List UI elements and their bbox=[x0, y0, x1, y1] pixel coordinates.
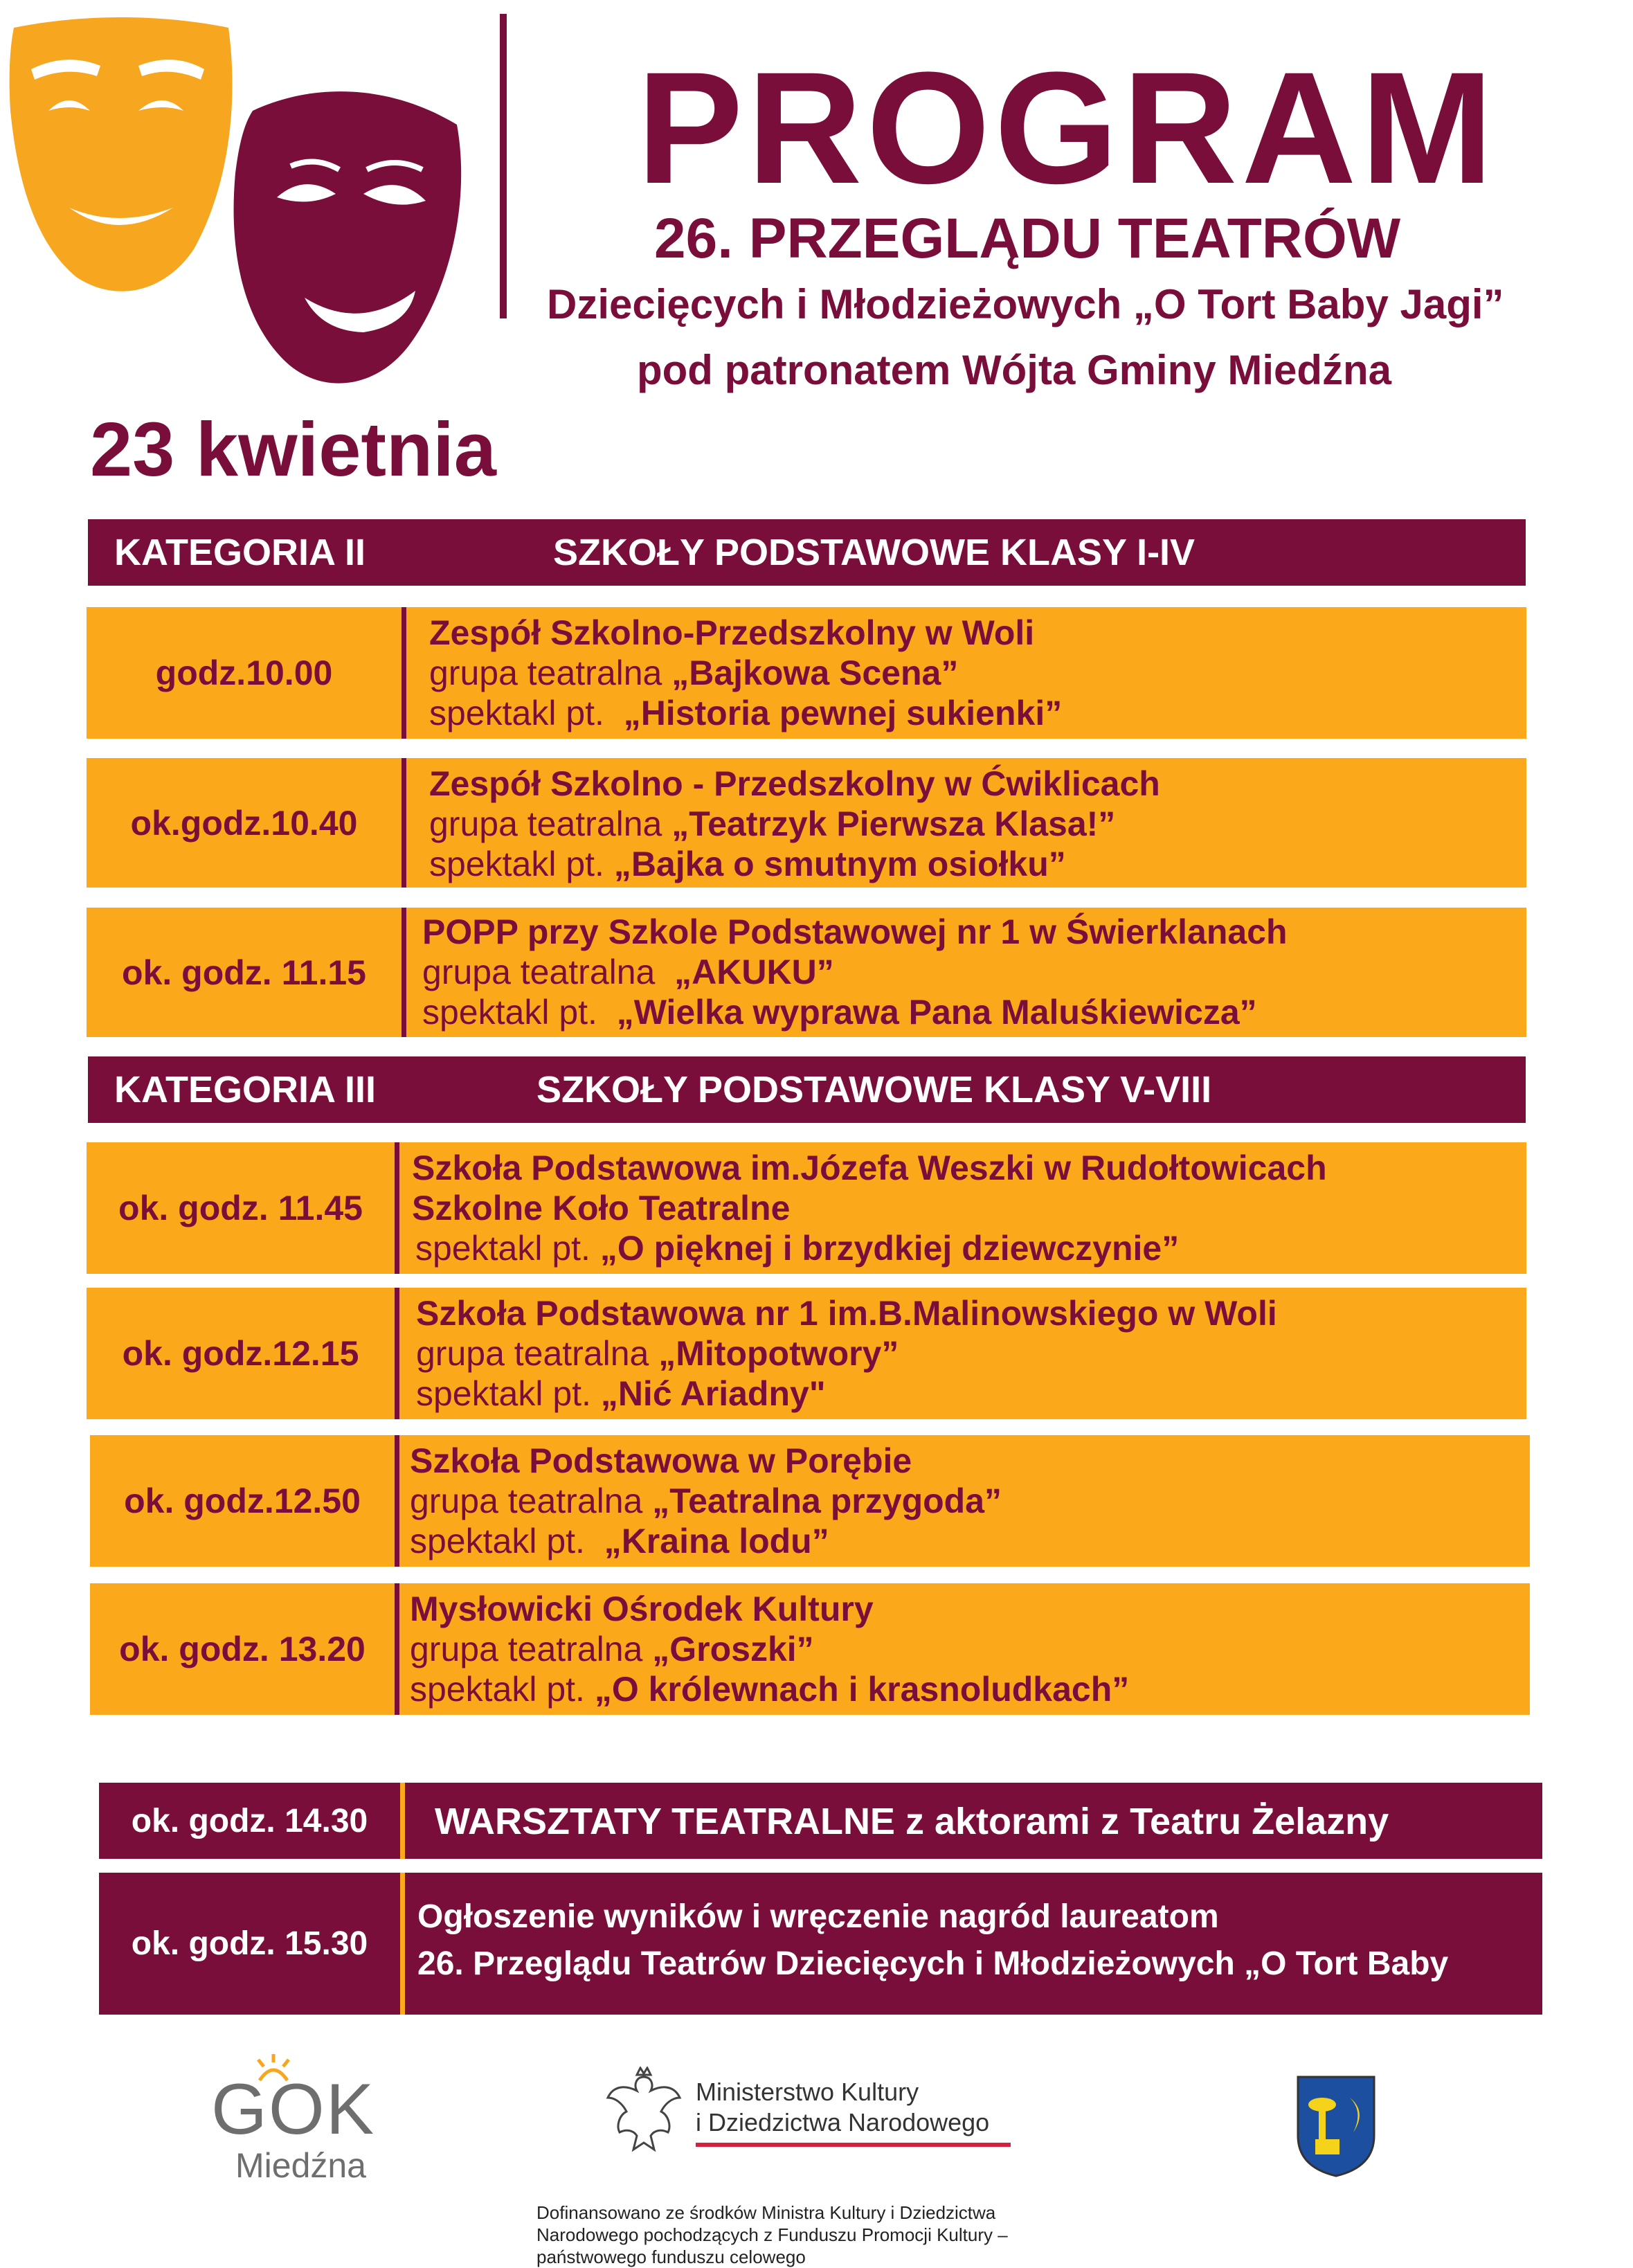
row-time: godz.10.00 bbox=[155, 654, 333, 692]
row-school: POPP przy Szkole Podstawowej nr 1 w Świerklanach bbox=[422, 912, 1288, 951]
program-row bbox=[90, 1435, 1530, 1567]
event-time: ok. godz. 14.30 bbox=[131, 1802, 368, 1839]
event-line: 26. Przeglądu Teatrów Dziecięcych i Młodzieżowych „O Tort Baby bbox=[417, 1945, 1449, 1982]
row-show: „Kraina lodu” bbox=[604, 1522, 829, 1560]
theatre-masks-icon bbox=[0, 0, 498, 408]
festival-subtitle: Dziecięcych i Młodzieżowych „O Tort Baby Jagi” bbox=[547, 281, 1504, 327]
row-group-prefix: grupa teatralna bbox=[429, 654, 662, 692]
row-group-prefix: grupa teatralna bbox=[429, 804, 662, 843]
row-group: „Teatrzyk Pierwsza Klasa!” bbox=[671, 804, 1116, 843]
row-show-prefix: spektakl pt. bbox=[416, 1374, 591, 1413]
ministry-line: Ministerstwo Kultury bbox=[696, 2078, 919, 2106]
program-row bbox=[87, 758, 1526, 888]
funding-line: Dofinansowano ze środków Ministra Kultury i Dziedzictwa bbox=[536, 2202, 996, 2223]
event-separator bbox=[400, 1873, 405, 2015]
program-row bbox=[87, 1142, 1526, 1274]
sun-icon bbox=[253, 2053, 294, 2084]
festival-title: 26. PRZEGLĄDU TEATRÓW bbox=[654, 207, 1401, 270]
row-show-prefix: spektakl pt. bbox=[415, 1229, 590, 1268]
coat-of-arms-icon bbox=[1294, 2073, 1378, 2177]
row-school: Zespół Szkolno - Przedszkolny w Ćwiklicach bbox=[429, 764, 1160, 803]
ministry-line: i Dziedzictwa Narodowego bbox=[696, 2108, 990, 2136]
row-group-prefix: grupa teatralna bbox=[410, 1482, 643, 1520]
row-show: „O pięknej i brzydkiej dziewczynie” bbox=[599, 1229, 1180, 1268]
funding-note bbox=[536, 2202, 1008, 2268]
row-show-prefix: spektakl pt. bbox=[429, 694, 604, 732]
row-school: Szkoła Podstawowa w Porębie bbox=[410, 1441, 912, 1480]
page-title: PROGRAM bbox=[637, 39, 1498, 217]
program-row bbox=[90, 1583, 1530, 1715]
category-desc: SZKOŁY PODSTAWOWE KLASY V-VIII bbox=[536, 1069, 1212, 1110]
funding-line: państwowego funduszu celowego bbox=[536, 2247, 806, 2267]
flag-stripe bbox=[696, 2143, 1011, 2147]
category-header bbox=[88, 1056, 1526, 1123]
event-row bbox=[99, 1783, 1542, 1859]
row-show: „Historia pewnej sukienki” bbox=[623, 694, 1063, 732]
row-group: „Bajkowa Scena” bbox=[671, 654, 959, 692]
event-row bbox=[99, 1873, 1542, 2015]
category-label: KATEGORIA II bbox=[114, 532, 366, 573]
row-school: Szkoła Podstawowa im.Józefa Weszki w Rudołtowicach bbox=[412, 1149, 1327, 1187]
category-desc: SZKOŁY PODSTAWOWE KLASY I-IV bbox=[553, 532, 1196, 573]
row-separator bbox=[395, 1142, 399, 1274]
row-separator bbox=[395, 1288, 399, 1419]
program-row bbox=[87, 607, 1526, 739]
row-school: Mysłowicki Ośrodek Kultury bbox=[410, 1590, 874, 1628]
row-separator bbox=[395, 1435, 399, 1567]
row-group-prefix: grupa teatralna bbox=[416, 1334, 649, 1373]
ministry-logo bbox=[602, 2067, 1018, 2170]
row-time: ok. godz. 11.15 bbox=[122, 953, 366, 992]
row-group-prefix: grupa teatralna bbox=[410, 1630, 643, 1668]
header-divider bbox=[500, 14, 507, 318]
patronage-line: pod patronatem Wójta Gminy Miedźna bbox=[637, 347, 1392, 393]
row-time: ok. godz. 11.45 bbox=[118, 1189, 363, 1227]
eagle-icon bbox=[602, 2067, 685, 2157]
row-group: „Mitopotwory” bbox=[658, 1334, 899, 1373]
category-label: KATEGORIA III bbox=[114, 1069, 376, 1110]
row-show: „Bajka o smutnym osiołku” bbox=[613, 845, 1066, 883]
row-show-prefix: spektakl pt. bbox=[422, 993, 597, 1032]
row-time: ok. godz.12.15 bbox=[122, 1334, 359, 1373]
row-group-prefix: grupa teatralna bbox=[422, 953, 656, 991]
event-title: WARSZTATY TEATRALNE z aktorami z Teatru Żelazny bbox=[435, 1801, 1389, 1842]
row-time: ok. godz. 13.20 bbox=[119, 1630, 366, 1668]
row-show: „Wielka wyprawa Pana Maluśkiewicza” bbox=[616, 993, 1257, 1032]
program-row bbox=[87, 1288, 1526, 1419]
gok-city: Miedźna bbox=[235, 2146, 366, 2185]
gok-logo bbox=[211, 2069, 376, 2186]
program-row bbox=[87, 908, 1526, 1037]
row-separator bbox=[402, 607, 406, 739]
category-header bbox=[88, 519, 1526, 586]
event-date: 23 kwietnia bbox=[90, 407, 496, 492]
event-separator bbox=[400, 1783, 405, 1859]
row-school: Zespół Szkolno-Przedszkolny w Woli bbox=[429, 613, 1035, 652]
row-time: ok.godz.10.40 bbox=[130, 803, 358, 843]
row-school: Szkoła Podstawowa nr 1 im.B.Malinowskiego w Woli bbox=[416, 1294, 1277, 1333]
row-show-prefix: spektakl pt. bbox=[410, 1670, 585, 1709]
row-separator bbox=[402, 908, 406, 1037]
funding-line: Narodowego pochodzących z Funduszu Promocji Kultury – bbox=[536, 2224, 1008, 2245]
gok-letters: GOK bbox=[211, 2069, 376, 2150]
row-group: „Teatralna przygoda” bbox=[652, 1482, 1002, 1520]
row-separator bbox=[395, 1583, 399, 1715]
event-time: ok. godz. 15.30 bbox=[131, 1925, 368, 1962]
row-group: Szkolne Koło Teatralne bbox=[412, 1189, 791, 1227]
row-show: „Nić Ariadny" bbox=[600, 1374, 826, 1413]
row-time: ok. godz.12.50 bbox=[124, 1482, 361, 1520]
row-separator bbox=[402, 758, 406, 888]
row-group: „Groszki” bbox=[652, 1630, 814, 1668]
row-show-prefix: spektakl pt. bbox=[410, 1522, 585, 1560]
row-group: „AKUKU” bbox=[674, 953, 834, 991]
event-line: Ogłoszenie wyników i wręczenie nagród laureatom bbox=[417, 1898, 1219, 1935]
row-show-prefix: spektakl pt. bbox=[429, 845, 604, 883]
row-show: „O królewnach i krasnoludkach” bbox=[594, 1670, 1130, 1709]
